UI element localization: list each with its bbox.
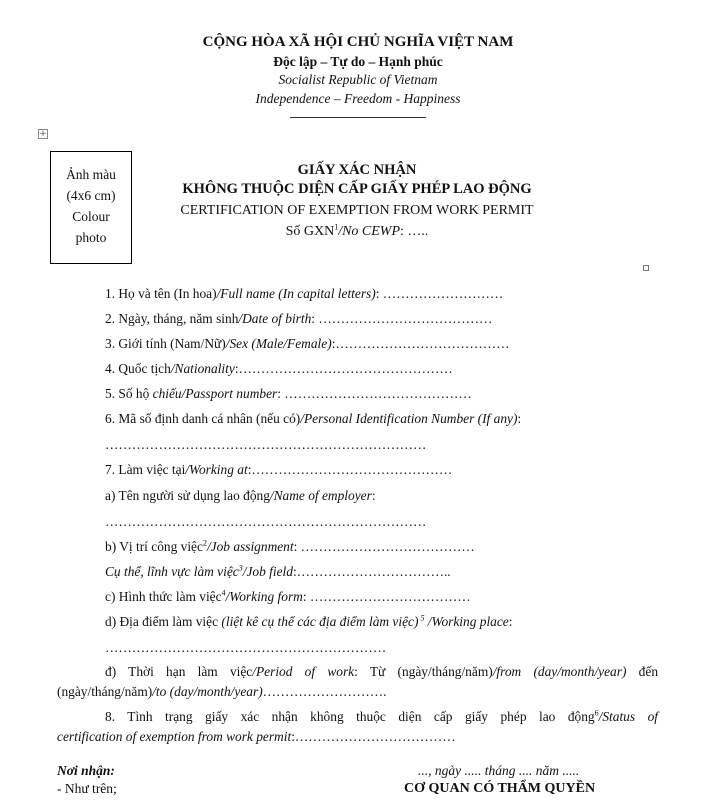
footnote-ref-1: 1 bbox=[334, 222, 339, 232]
field-employer[interactable] bbox=[105, 488, 376, 504]
footnote-ref-4: 4 bbox=[221, 588, 226, 598]
field-label: đ) Thời hạn làm việc bbox=[105, 664, 253, 679]
photo-line-1: Ảnh màu bbox=[66, 167, 116, 182]
doc-title-1: GIẤY XÁC NHẬN bbox=[297, 162, 417, 178]
field-label-en: /Passport number bbox=[181, 386, 278, 401]
field-to-word: đến bbox=[626, 664, 659, 679]
field-label: b) Vị trí công việc bbox=[105, 539, 203, 554]
field-label: a) Tên người sử dụng lao động bbox=[105, 488, 270, 503]
field-working-place[interactable] bbox=[105, 614, 513, 630]
field-label-en: /Working at bbox=[185, 462, 248, 477]
field-full-name[interactable] bbox=[105, 286, 503, 302]
field-working-form[interactable] bbox=[105, 589, 471, 605]
country-name-en: Socialist Republic of Vietnam bbox=[278, 72, 438, 87]
field-cert-status[interactable] bbox=[105, 709, 658, 725]
field-label: 5. Số hộ bbox=[105, 386, 153, 401]
country-name: CỘNG HÒA XÃ HỘI CHỦ NGHĨA VIỆT NAM bbox=[202, 34, 514, 50]
field-colon: : bbox=[371, 488, 376, 503]
move-handle-icon[interactable]: + bbox=[39, 129, 47, 139]
field-label-en: /Name of employer bbox=[269, 488, 372, 503]
field-label: 1. Họ và tên (In hoa) bbox=[105, 286, 217, 301]
field-passport[interactable] bbox=[105, 386, 472, 402]
field-label-en: /Job field bbox=[242, 564, 293, 579]
field-to-label: (ngày/tháng/năm) bbox=[57, 684, 153, 699]
field-label-en: /Period of work bbox=[252, 664, 355, 679]
field-label: 4. Quốc tịch bbox=[105, 361, 171, 376]
field-label-italic: chiếu bbox=[152, 386, 182, 401]
field-date-of-birth[interactable] bbox=[105, 311, 492, 327]
field-label-en: /Sex (Male/Female) bbox=[225, 336, 332, 351]
field-label: 2. Ngày, tháng, năm sinh bbox=[105, 311, 239, 326]
field-dots: :………………………………………… bbox=[234, 361, 453, 376]
doc-title-en: CERTIFICATION OF EXEMPTION FROM WORK PERMIT bbox=[180, 203, 534, 218]
doc-number-value: : ….. bbox=[400, 224, 429, 239]
field-label: 7. Làm việc tại bbox=[105, 462, 186, 477]
field-label-en: /Job assignment bbox=[206, 539, 294, 554]
date-line: ..., ngày ..... tháng .... năm ..... bbox=[418, 763, 580, 778]
field-label-en: /Working form bbox=[225, 589, 303, 604]
field-from-label-en: /from (day/month/year) bbox=[492, 664, 627, 679]
field-dots: : ………………………………… bbox=[293, 539, 475, 554]
field-cert-status-line[interactable] bbox=[57, 729, 456, 745]
recipients-label: Nơi nhận: bbox=[57, 763, 115, 778]
field-employer-line[interactable]: ……………………………………………………………… bbox=[105, 514, 427, 529]
field-label-italic: (liệt kê cụ thể các địa điểm làm việc) bbox=[221, 614, 419, 629]
field-dots: : …………………………………… bbox=[277, 386, 472, 401]
field-label-en: /Date of birth bbox=[238, 311, 312, 326]
field-sex[interactable] bbox=[105, 336, 510, 352]
field-dots: :…………………………….. bbox=[292, 564, 451, 579]
doc-number-en: /No CEWP bbox=[338, 224, 401, 239]
field-colon: : bbox=[508, 614, 513, 629]
footnote-ref-3: 3 bbox=[238, 563, 243, 573]
recipient-item: - Như trên; bbox=[57, 781, 117, 796]
layout-marker-icon bbox=[643, 265, 649, 271]
field-dots: :………………………………… bbox=[331, 336, 510, 351]
field-label-en: /Status of bbox=[598, 709, 658, 724]
footnote-ref-5: 5 bbox=[418, 613, 425, 623]
footnote-ref-6: 6 bbox=[594, 708, 599, 718]
field-label: 8. Tình trạng giấy xác nhận không thuộc diện cấp giấy phép lao động bbox=[105, 709, 595, 724]
field-to-label-en: /to (day/month/year) bbox=[152, 684, 263, 699]
field-period-of-work[interactable] bbox=[105, 664, 658, 680]
field-dots: : ……………………………… bbox=[302, 589, 471, 604]
field-job-assignment[interactable] bbox=[105, 539, 475, 555]
footnote-ref-2: 2 bbox=[202, 538, 207, 548]
field-nationality[interactable] bbox=[105, 361, 453, 377]
field-label-en: /Full name (In capital letters) bbox=[216, 286, 376, 301]
header-divider bbox=[290, 117, 426, 118]
photo-line-4: photo bbox=[75, 230, 107, 245]
field-label: Cụ thể, lĩnh vực làm việc bbox=[105, 564, 239, 579]
field-dots: :……………………………… bbox=[291, 729, 456, 744]
field-personal-id-line[interactable]: ……………………………………………………………… bbox=[105, 437, 427, 452]
field-label-en: /Working place bbox=[424, 614, 509, 629]
photo-line-2: (4x6 cm) bbox=[66, 188, 116, 203]
field-working-at[interactable] bbox=[105, 462, 452, 478]
field-period-to[interactable] bbox=[57, 684, 387, 700]
authority-title: CƠ QUAN CÓ THẨM QUYỀN bbox=[404, 781, 596, 796]
photo-line-3: Colour bbox=[72, 209, 110, 224]
field-dots: : ……………………… bbox=[375, 286, 504, 301]
field-dots: ………………………. bbox=[262, 684, 387, 699]
motto: Độc lập – Tự do – Hạnh phúc bbox=[273, 54, 443, 69]
motto-en: Independence – Freedom - Happiness bbox=[255, 91, 461, 106]
field-label: 6. Mã số định danh cá nhân (nếu có) bbox=[105, 411, 301, 426]
field-working-place-line[interactable]: ……………………………………………………… bbox=[105, 640, 387, 655]
doc-number bbox=[150, 224, 564, 240]
field-label-en: /Personal Identification Number (If any) bbox=[300, 411, 518, 426]
field-colon: : bbox=[517, 411, 522, 426]
field-label-en: certification of exemption from work permit bbox=[57, 729, 292, 744]
field-from-label: : Từ (ngày/tháng/năm) bbox=[354, 664, 493, 679]
field-label: 3. Giới tính (Nam/Nữ) bbox=[105, 336, 226, 351]
field-label: c) Hình thức làm việc bbox=[105, 589, 222, 604]
doc-title-2: KHÔNG THUỘC DIỆN CẤP GIẤY PHÉP LAO ĐỘNG bbox=[182, 181, 532, 197]
field-label: d) Địa điểm làm việc bbox=[105, 614, 222, 629]
doc-number-label: Số GXN bbox=[285, 224, 335, 239]
field-job-field[interactable] bbox=[105, 564, 451, 580]
field-label-en: /Nationality bbox=[170, 361, 235, 376]
field-dots: : ………………………………… bbox=[311, 311, 493, 326]
field-dots: :……………………………………… bbox=[247, 462, 453, 477]
field-personal-id[interactable] bbox=[105, 411, 521, 427]
